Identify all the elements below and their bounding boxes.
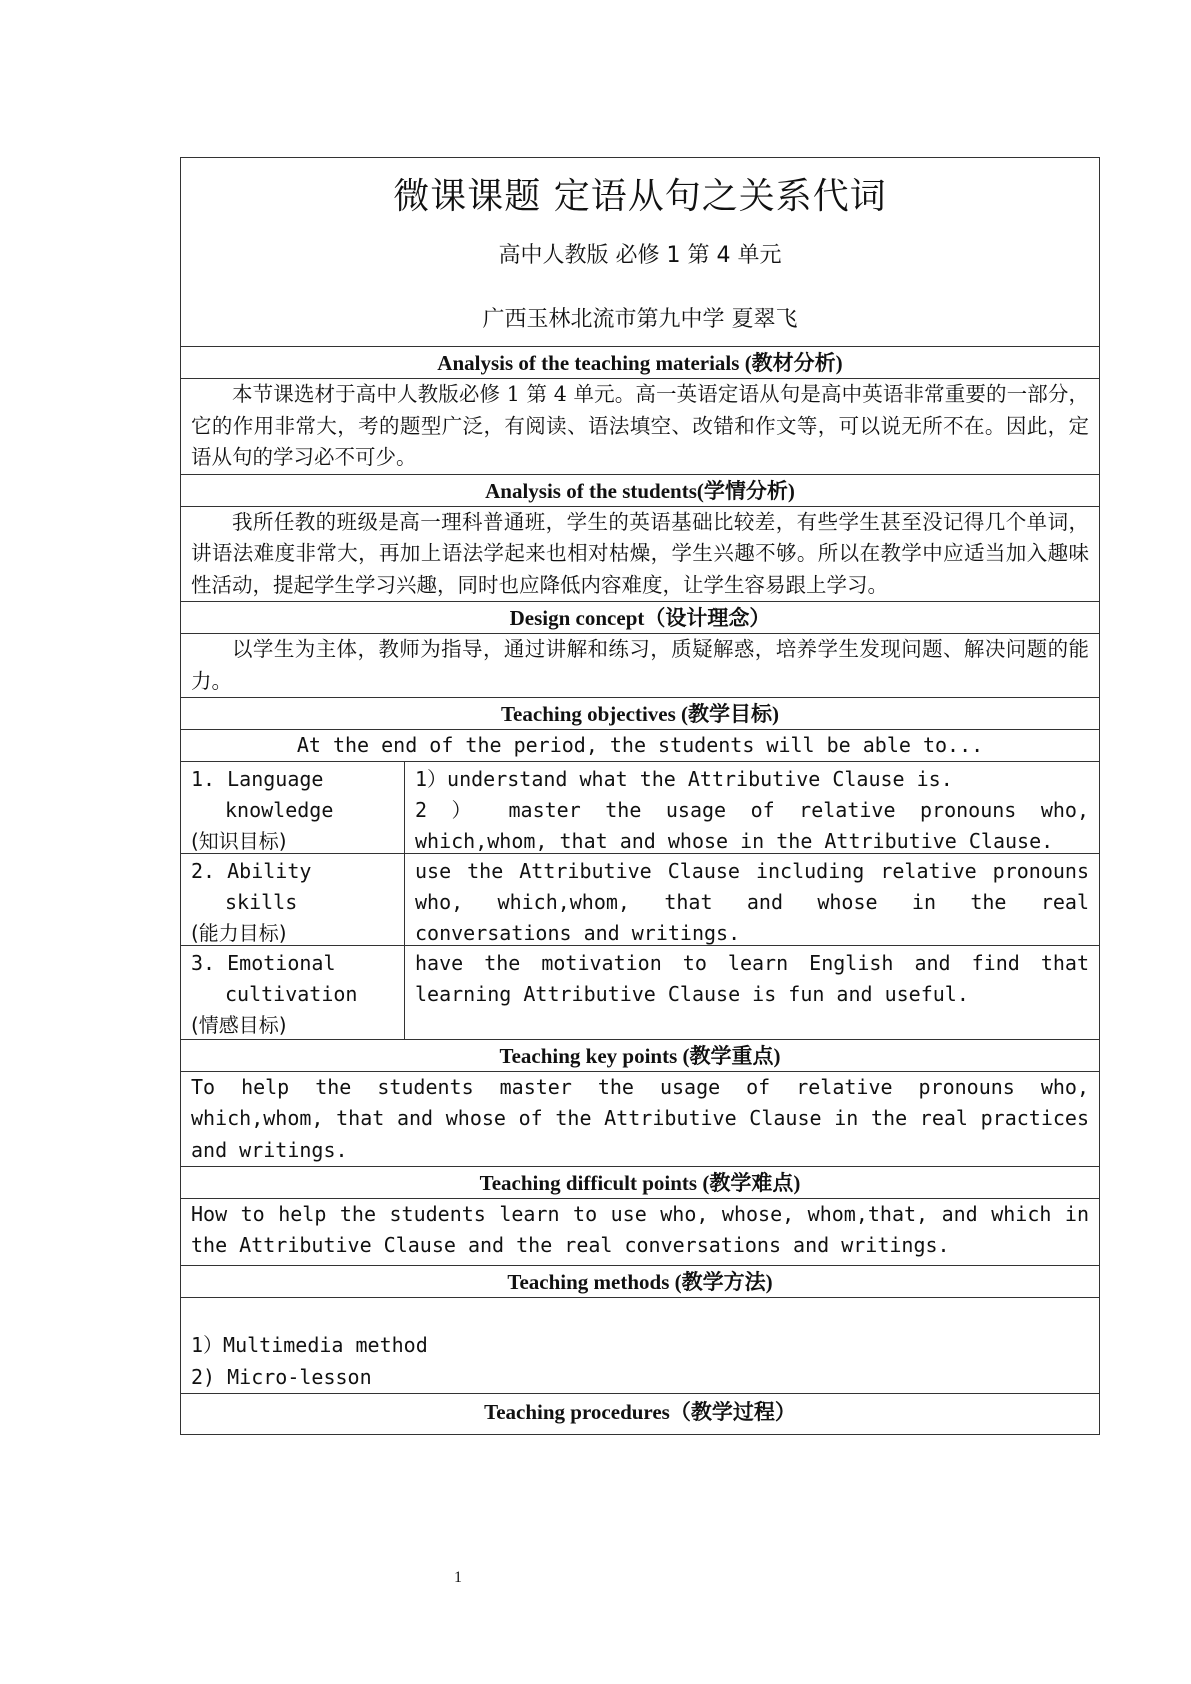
- objective-number: 2.: [191, 859, 216, 883]
- objective-text: [405, 762, 1099, 853]
- method-item: 2) Micro-lesson: [191, 1364, 372, 1389]
- materials-body: 本节课选材于高中人教版必修 1 第 4 单元。高一英语定语从句是高中英语非常重要的一部分，它的作用非常大，考的题型广泛，有阅读、语法填空、改错和作文等，可以说无所不在。因此，定语从句的学习必不可少。: [181, 379, 1099, 475]
- objective-text-line: use the Attributive Clause including relative pronouns who, which,whom, that and whose in the real conversations and writings.: [415, 859, 1089, 945]
- objective-text: [405, 854, 1099, 945]
- objectives-intro: At the end of the period, the students will be able to...: [181, 730, 1099, 762]
- objective-label-cn: (知识目标): [191, 829, 287, 853]
- objective-row-knowledge: [181, 762, 1099, 854]
- objective-label: [181, 854, 405, 945]
- objective-row-emotional: [181, 946, 1099, 1040]
- method-item: 1）Multimedia method: [191, 1333, 428, 1358]
- objective-label-line1: Emotional: [227, 951, 336, 975]
- keypoints-heading: Teaching key points (教学重点): [181, 1040, 1099, 1072]
- objective-number: 1.: [191, 767, 216, 791]
- students-heading: Analysis of the students(学情分析): [181, 475, 1099, 507]
- objective-label-cn: (能力目标): [191, 921, 287, 945]
- objective-text-line: 1）understand what the Attributive Clause is.: [415, 767, 953, 791]
- objective-text-line: 2 ） master the usage of relative pronouns who, which,whom, that and whose in the Attributive Clause.: [415, 798, 1089, 853]
- objective-label-cn: (情感目标): [191, 1013, 287, 1037]
- lesson-title: 微课课题 定语从句之关系代词: [393, 176, 887, 217]
- methods-heading: Teaching methods (教学方法): [181, 1266, 1099, 1298]
- objective-text-line: have the motivation to learn English and find that learning Attributive Clause is fun and useful.: [415, 951, 1089, 1006]
- difficult-heading: Teaching difficult points (教学难点): [181, 1167, 1099, 1199]
- methods-body: [181, 1298, 1099, 1394]
- objective-label-line2: skills: [225, 890, 298, 914]
- objective-number: 3.: [191, 951, 216, 975]
- objective-label: [181, 946, 405, 1039]
- design-body: 以学生为主体，教师为指导，通过讲解和练习，质疑解惑，培养学生发现问题、解决问题的能力。: [181, 634, 1099, 698]
- lesson-plan-table: [180, 157, 1100, 1435]
- keypoints-body: To help the students master the usage of relative pronouns who, which,whom, that and whose of the Attributive Clause in the real practices and writings.: [181, 1072, 1099, 1167]
- students-body: 我所任教的班级是高一理科普通班，学生的英语基础比较差，有些学生甚至没记得几个单词，讲语法难度非常大，再加上语法学起来也相对枯燥，学生兴趣不够。所以在教学中应适当加入趣味性活动，提起学生学习兴趣，同时也应降低内容难度，让学生容易跟上学习。: [181, 507, 1099, 603]
- author-line: 广西玉林北流市第九中学 夏翠飞: [482, 307, 798, 332]
- materials-heading: Analysis of the teaching materials (教材分析): [181, 347, 1099, 379]
- page-number: 1: [454, 1569, 462, 1586]
- objective-label: [181, 762, 405, 853]
- title-block: [181, 158, 1099, 347]
- edition-line: 高中人教版 必修 1 第 4 单元: [498, 243, 782, 268]
- design-heading: Design concept（设计理念）: [181, 602, 1099, 634]
- objectives-heading: Teaching objectives (教学目标): [181, 698, 1099, 730]
- objective-label-line1: Language: [227, 767, 324, 791]
- objective-label-line1: Ability: [227, 859, 312, 883]
- difficult-body: How to help the students learn to use who, whose, whom,that, and which in the Attributive Clause and the real conversations and writings.: [181, 1199, 1099, 1267]
- objective-label-line2: cultivation: [225, 982, 358, 1006]
- objective-text: [405, 946, 1099, 1039]
- procedures-heading: Teaching procedures（教学过程）: [484, 1400, 796, 1425]
- objective-label-line2: knowledge: [225, 798, 334, 822]
- objective-row-ability: [181, 854, 1099, 946]
